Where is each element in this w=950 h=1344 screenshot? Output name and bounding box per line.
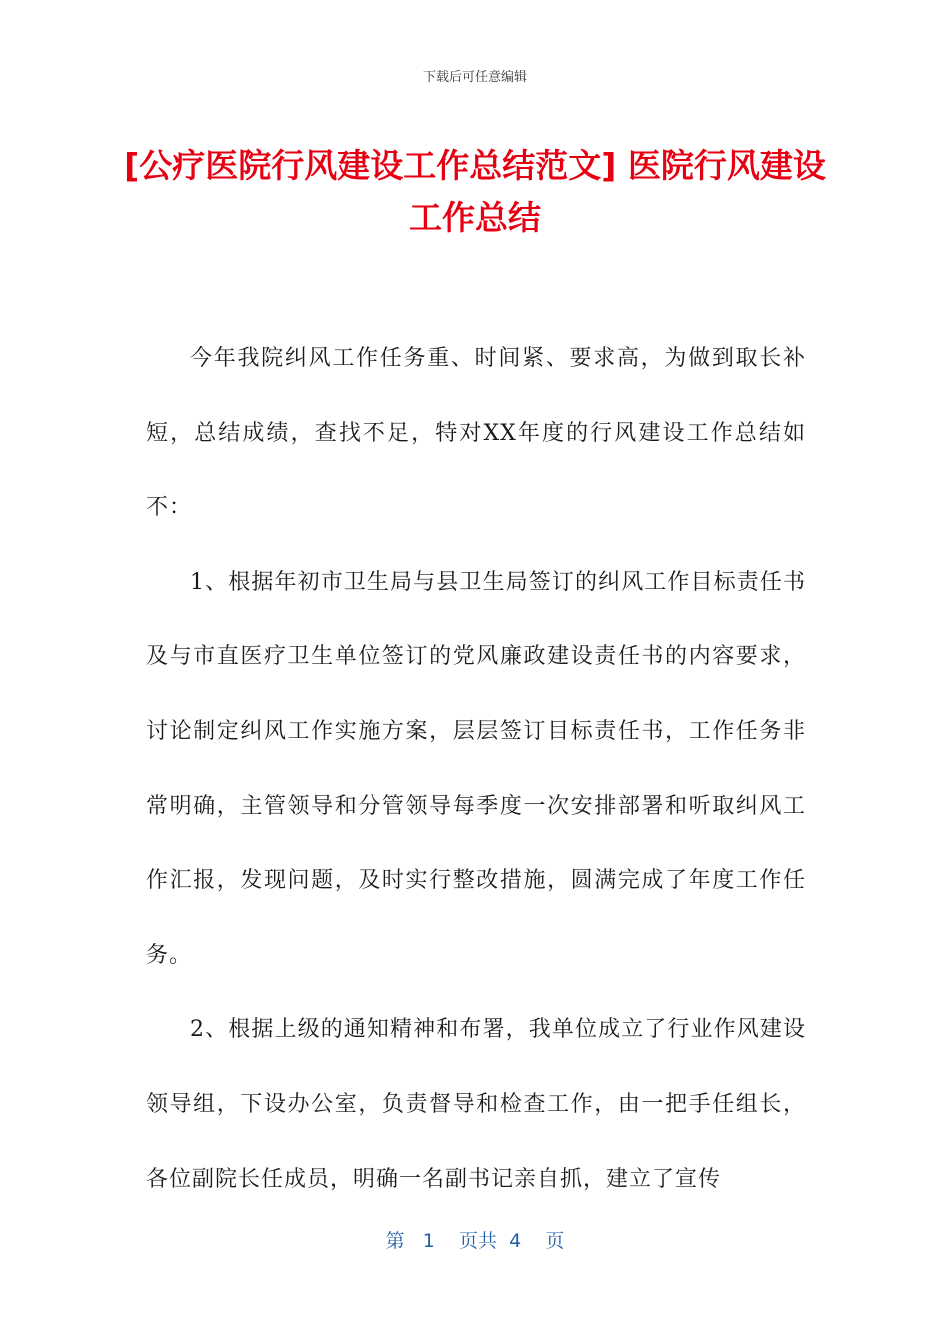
paragraph-item-1: 1、根据年初市卫生局与县卫生局签订的纠风工作目标责任书及与市直医疗卫生单位签订的党风廉政建设责任书的内容要求，讨论制定纠风工作实施方案，层层签订目标责任书，工作任务非常明确，主管领导和分管领导每季度一次安排部署和听取纠风工作汇报，发现问题，及时实行整改措施，圆满完成了年度工作任务。: [146, 569, 806, 968]
header-note: 下载后可任意编辑: [422, 70, 527, 85]
page-number-footer: [0, 1226, 950, 1253]
footer-suffix: 页: [545, 1230, 565, 1252]
footer-middle: 页共: [459, 1230, 498, 1252]
footer-current-page: 1: [422, 1230, 435, 1252]
paragraph-intro: 今年我院纠风工作任务重、时间紧、要求高，为做到取长补短，总结成绩，查找不足，特对XX年度的行风建设工作总结如不：: [146, 346, 806, 521]
document-title: [公疗医院行风建设工作总结范文] 医院行风建设工作总结: [124, 146, 826, 237]
document-body: [146, 322, 806, 1217]
footer-total-pages: 4: [509, 1230, 522, 1252]
footer-prefix: 第: [385, 1230, 405, 1252]
paragraph-item-2: 2、根据上级的通知精神和布署，我单位成立了行业作风建设领导组，下设办公室，负责督导和检查工作，由一把手任组长，各位副院长任成员，明确一名副书记亲自抓，建立了宣传: [146, 1017, 806, 1192]
